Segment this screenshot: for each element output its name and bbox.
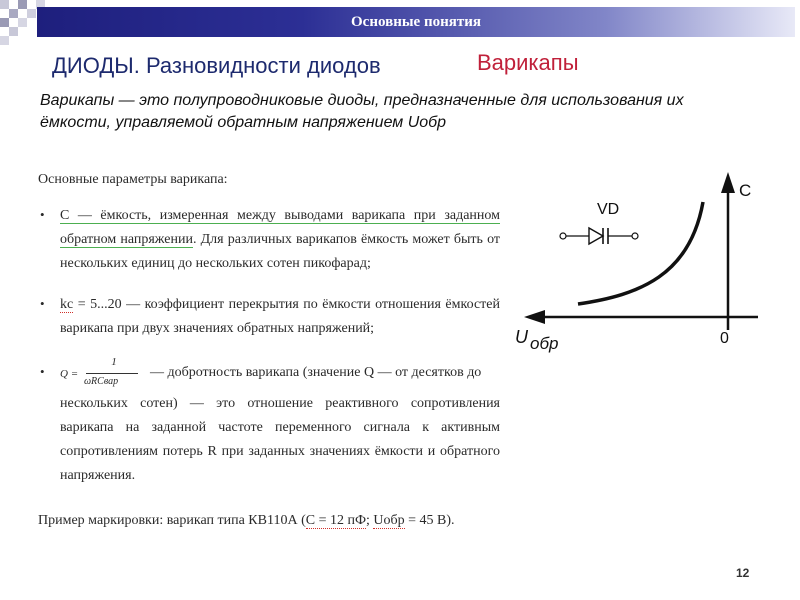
quality-line1: — добротность варикапа (значение Q — от десятков до: [150, 365, 482, 380]
terminal-left: [560, 233, 566, 239]
page-subtitle: Варикапы: [477, 50, 579, 75]
bullet-dot: •: [40, 207, 45, 222]
capacitance-range: . Для различных варикапов ёмкость может быть от нескольких единиц до нескольких сотен пикофарад;: [60, 232, 500, 271]
formula-denominator: ωRCвар: [84, 376, 119, 387]
intro-text: Варикапы — это полупроводниковые диоды, предназначенные для использования их ёмкости, управляемой обратным напряжением Uобр: [40, 92, 684, 131]
y-axis-label: C: [739, 181, 752, 200]
page-title: ДИОДЫ. Разновидности диодов: [52, 53, 381, 78]
formula-numerator: 1: [111, 356, 117, 368]
quality-description: нескольких сотен) — это отношение реактивного сопротивления варикапа на заданной частоте переменного сигнала к активным сопротивлениям потерь R при заданных значениях ёмкости и обратного напряжения.: [60, 396, 500, 483]
x-axis-label-subscript: обр: [530, 334, 559, 353]
origin-label: 0: [720, 330, 729, 347]
x-axis-arrow: [524, 310, 545, 324]
bullet-dot: •: [40, 364, 45, 379]
page-number: 12: [736, 566, 750, 580]
parameters-heading: Основные параметры варикапа:: [38, 172, 228, 187]
marking-example: Пример маркировки: варикап типа КВ110А (С = 12 пФ; Uобр = 45 В).: [38, 513, 455, 528]
formula-q: Q =: [60, 368, 79, 380]
coefficient-text: = 5...20 — коэффициент перекрытия по ёмкости отношения ёмкостей варикапа при двух значениях обратных напряжений;: [60, 297, 500, 336]
diode-triangle: [589, 228, 603, 244]
terminal-right: [632, 233, 638, 239]
varicap-symbol: [560, 201, 638, 244]
capacitance-definition: С — ёмкость, измеренная между выводами варикапа при заданном обратном напряжении: [60, 208, 500, 247]
header-title: Основные понятия: [351, 14, 481, 30]
component-label: VD: [597, 201, 620, 218]
y-axis-arrow: [721, 172, 735, 193]
x-axis-label: U: [515, 327, 528, 347]
bullet-dot: •: [40, 296, 45, 311]
coefficient-symbol: kc: [60, 297, 74, 312]
